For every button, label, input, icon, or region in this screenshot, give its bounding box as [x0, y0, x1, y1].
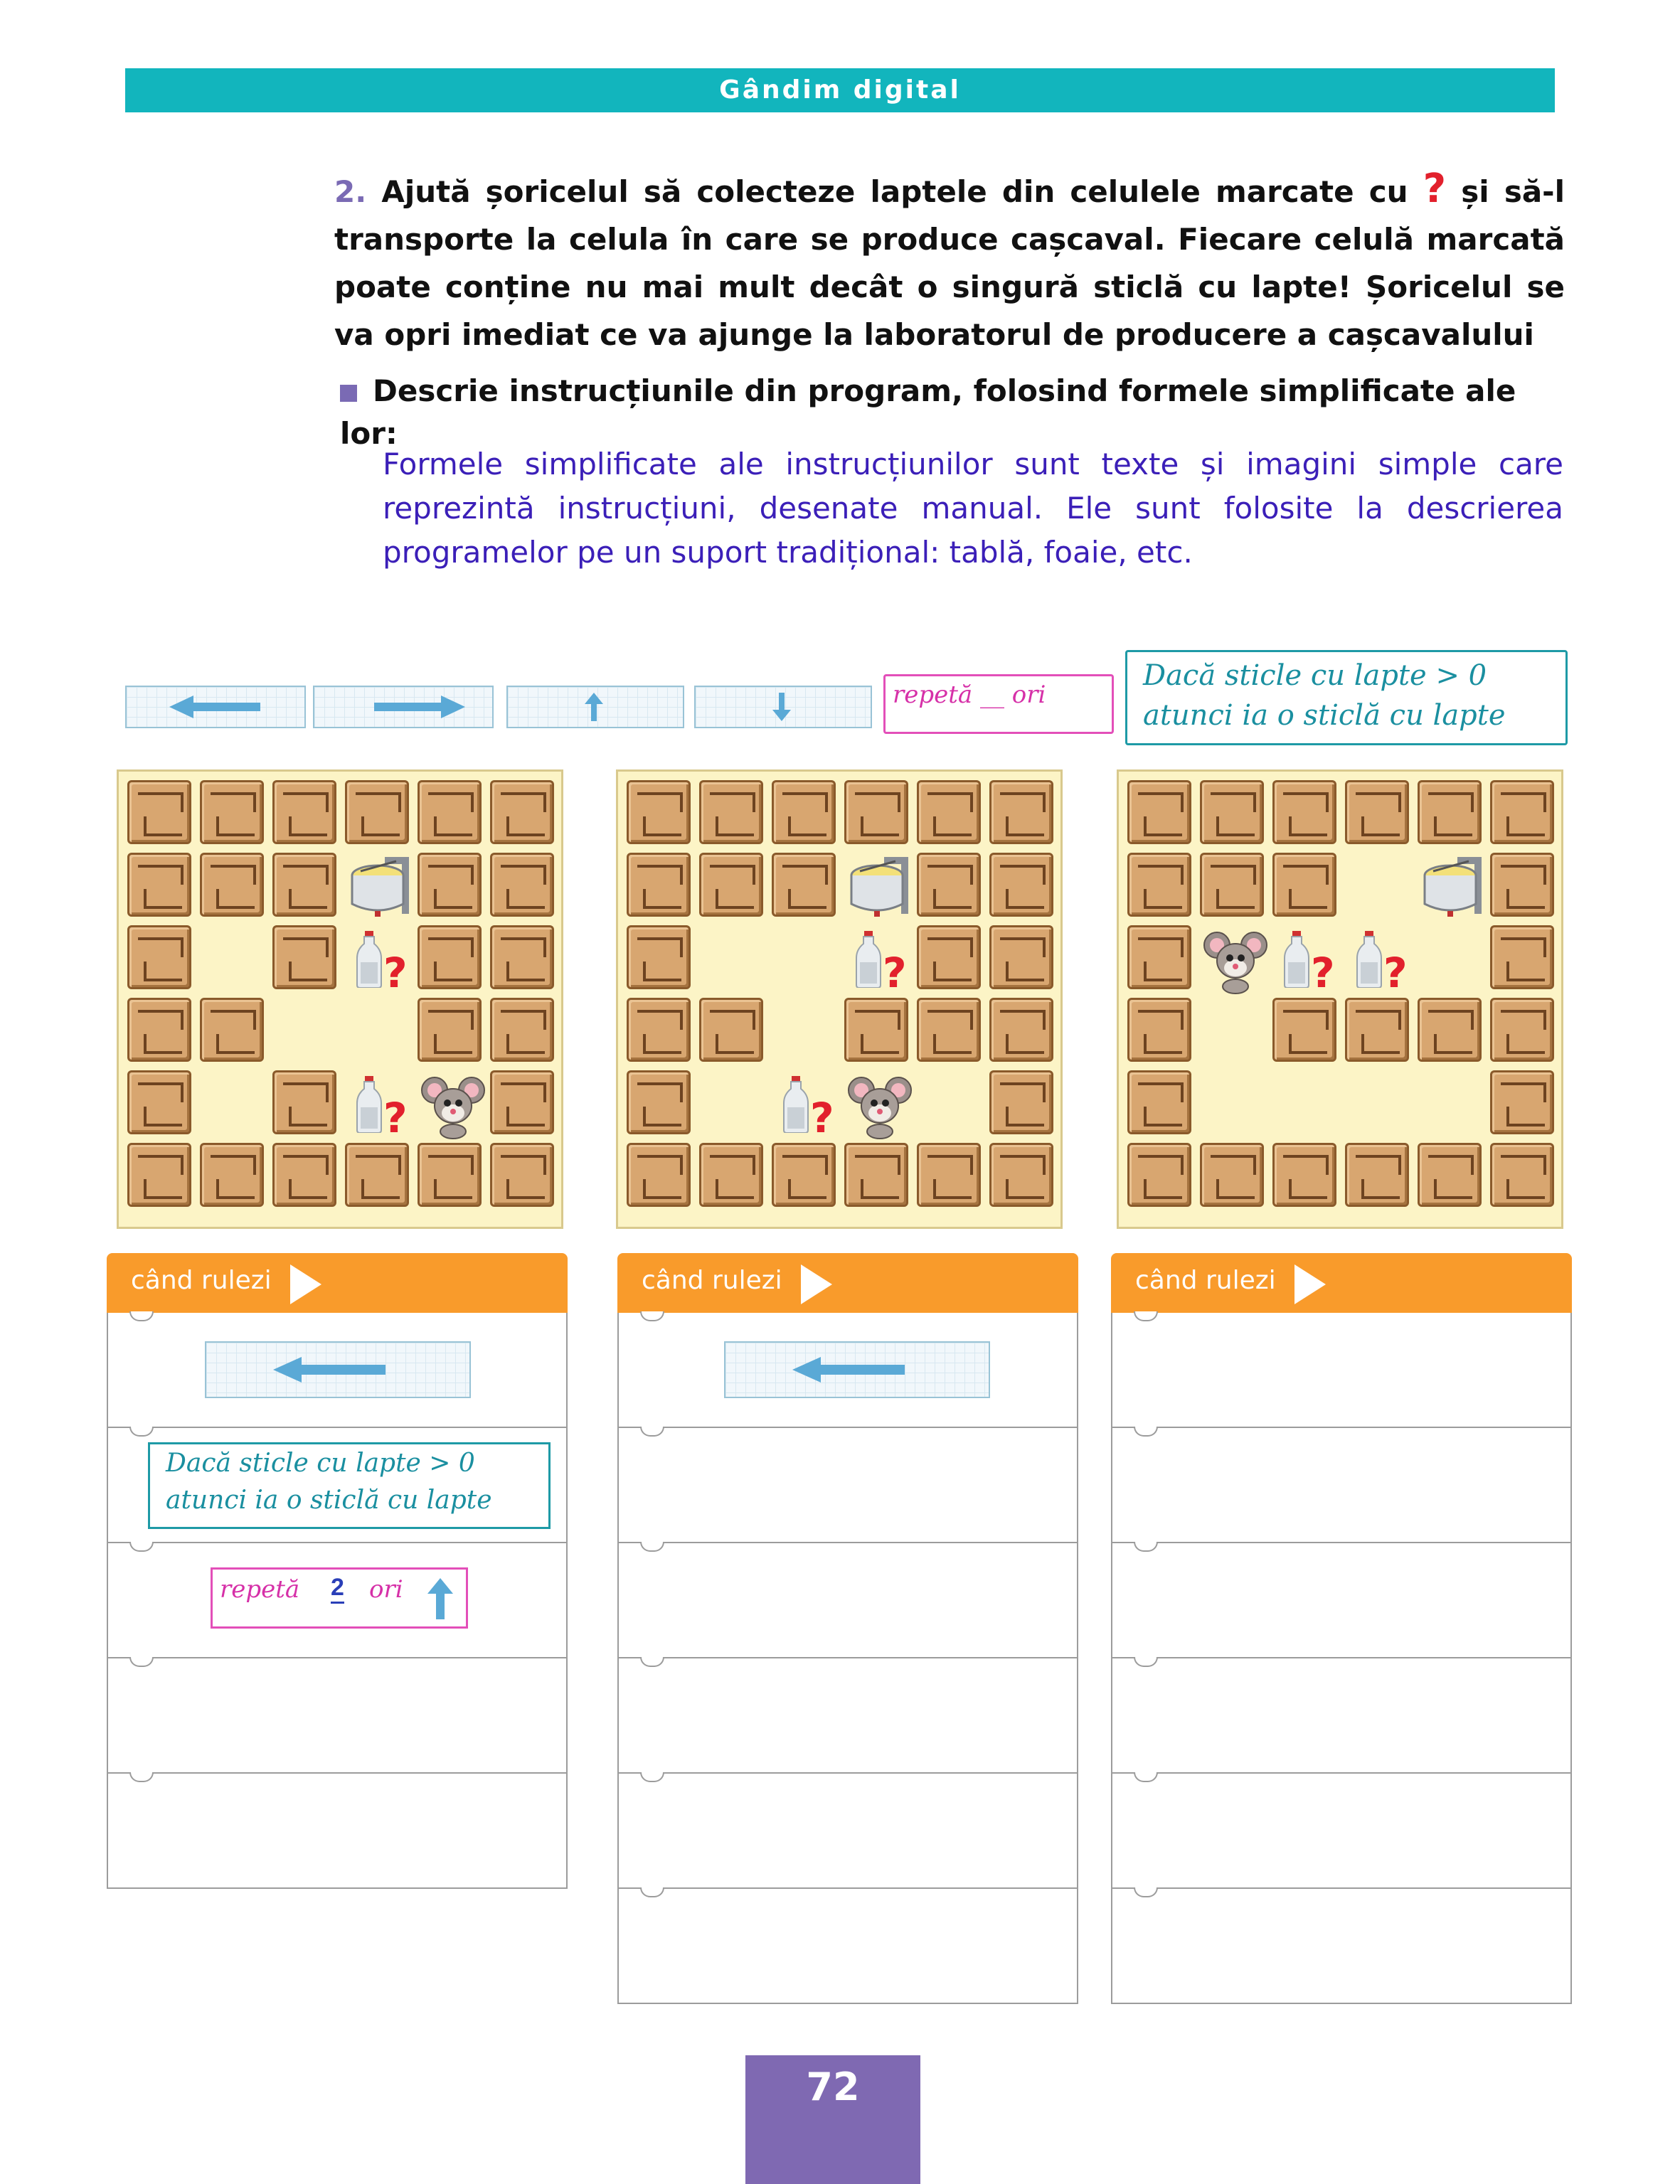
wall-tile — [699, 780, 763, 844]
arrow-left-icon — [169, 694, 262, 720]
program-header-label: când rulezi — [1135, 1266, 1276, 1295]
wall-tile — [627, 780, 691, 844]
info-text: Formele simplificate ale instrucțiunilor sunt texte și imagini simple care reprezintă instrucțiuni, desenate manual. Ele sunt folosite la descrierea programelor pe un suport tradițional: tablă, foaie, etc. — [383, 447, 1563, 570]
wall-tile — [1490, 780, 1554, 844]
program-column-3 — [1111, 1253, 1572, 2004]
wall-tile — [844, 780, 908, 844]
program-slot[interactable] — [1111, 1774, 1572, 1889]
wall-tile — [345, 780, 409, 844]
wall-tile — [200, 1143, 264, 1207]
wall-tile — [1200, 1143, 1264, 1207]
wall-tile — [699, 1143, 763, 1207]
task-number: 2. — [334, 174, 367, 209]
wall-tile — [917, 1143, 981, 1207]
wall-tile — [490, 998, 554, 1062]
wall-tile — [1490, 925, 1554, 989]
mouse — [419, 1072, 487, 1144]
program-slot[interactable] — [107, 1428, 568, 1543]
program-column-2 — [617, 1253, 1078, 2004]
program-header-1[interactable] — [107, 1253, 568, 1313]
cheese-pot-icon — [1419, 851, 1487, 922]
question-marker: ? — [1311, 949, 1335, 997]
wall-tile — [490, 1070, 554, 1134]
wall-tile — [989, 853, 1053, 917]
question-marker: ? — [1383, 949, 1408, 997]
palette-repeat-card[interactable] — [883, 674, 1114, 734]
program-slot[interactable] — [107, 1658, 568, 1774]
mouse — [1201, 927, 1270, 998]
wall-tile — [418, 1143, 482, 1207]
mouse-icon — [846, 1072, 914, 1140]
play-icon — [801, 1264, 832, 1304]
arrow-down-icon — [771, 693, 792, 723]
mouse — [846, 1072, 914, 1144]
wall-tile — [772, 780, 836, 844]
program-slot[interactable] — [107, 1543, 568, 1658]
if-line1: Dacă sticle cu lapte > 0 — [166, 1449, 475, 1478]
slot-left-card[interactable] — [205, 1341, 471, 1398]
wall-tile — [490, 853, 554, 917]
wall-tile — [1127, 1070, 1191, 1134]
wall-tile — [127, 780, 191, 844]
wall-tile — [1490, 998, 1554, 1062]
program-slot[interactable] — [1111, 1889, 1572, 2004]
wall-tile — [1127, 998, 1191, 1062]
question-marker: ? — [383, 1094, 408, 1142]
bullet-text: Descrie instrucțiunile din program, folosind formele simplificate ale lor: — [340, 373, 1516, 451]
milk-bottle-icon — [854, 931, 883, 988]
wall-tile — [272, 853, 336, 917]
repeat-suffix: ori — [369, 1575, 403, 1604]
wall-tile — [989, 998, 1053, 1062]
task-text — [334, 165, 1565, 358]
arrow-right-icon — [374, 694, 467, 720]
wall-tile — [917, 853, 981, 917]
wall-tile — [627, 998, 691, 1062]
mouse-icon — [1201, 927, 1270, 995]
arrow-up-icon — [583, 693, 605, 723]
wall-tile — [272, 780, 336, 844]
wall-tile — [699, 998, 763, 1062]
arrow-left-icon — [273, 1355, 387, 1384]
wall-tile — [345, 1143, 409, 1207]
program-slot[interactable] — [107, 1774, 568, 1889]
wall-tile — [490, 925, 554, 989]
program-slot[interactable] — [1111, 1428, 1572, 1543]
wall-tile — [1490, 1143, 1554, 1207]
wall-tile — [989, 925, 1053, 989]
program-slot[interactable] — [617, 1774, 1078, 1889]
wall-tile — [127, 853, 191, 917]
palette-down-card[interactable] — [694, 686, 872, 728]
wall-tile — [272, 1070, 336, 1134]
repeat-count: 2 — [331, 1574, 344, 1604]
program-header-label: când rulezi — [131, 1266, 272, 1295]
wall-tile — [1200, 780, 1264, 844]
cheese-lab — [1419, 851, 1487, 926]
wall-tile — [1272, 1143, 1336, 1207]
palette-right-card[interactable] — [313, 686, 494, 728]
wall-tile — [127, 1143, 191, 1207]
wall-tile — [627, 925, 691, 989]
cheese-pot-icon — [846, 851, 914, 922]
wall-tile — [1272, 998, 1336, 1062]
program-slot[interactable] — [617, 1428, 1078, 1543]
page-number-box — [745, 2055, 920, 2184]
level-grid-1 — [117, 769, 563, 1229]
wall-tile — [127, 1070, 191, 1134]
wall-tile — [1272, 853, 1336, 917]
wall-tile — [772, 853, 836, 917]
slot-repeat-card[interactable] — [211, 1567, 468, 1629]
task-text-part2: și să-l transporte la celula în care se produce cașcaval. Fiecare celulă marcată poate conține nu mai mult decât o singură sticlă cu lapte! Șoricelul se va opri imediat ce va ajunge la laboratorul de producere a cașcavalului — [334, 174, 1565, 352]
wall-tile — [917, 780, 981, 844]
program-slot[interactable] — [107, 1313, 568, 1428]
question-marker: ? — [883, 949, 907, 997]
wall-tile — [1127, 853, 1191, 917]
milk-bottle-icon — [782, 1076, 810, 1133]
wall-tile — [200, 853, 264, 917]
level-grid-3 — [1117, 769, 1563, 1229]
if-line2: atunci ia o sticlă cu lapte — [1143, 699, 1506, 732]
milk-bottle-icon — [1282, 931, 1311, 988]
wall-tile — [1418, 998, 1482, 1062]
program-slot[interactable] — [617, 1658, 1078, 1774]
wall-tile — [418, 780, 482, 844]
if-line1: Dacă sticle cu lapte > 0 — [1143, 659, 1487, 692]
wall-tile — [844, 998, 908, 1062]
cheese-lab — [846, 851, 914, 926]
wall-tile — [917, 925, 981, 989]
play-icon — [1294, 1264, 1326, 1304]
wall-tile — [1418, 780, 1482, 844]
wall-tile — [1127, 1143, 1191, 1207]
wall-tile — [418, 998, 482, 1062]
header-title: Gândim digital — [719, 75, 961, 105]
play-icon — [290, 1264, 321, 1304]
wall-tile — [772, 1143, 836, 1207]
program-slot[interactable] — [1111, 1313, 1572, 1428]
milk-bottle-icon — [355, 1076, 383, 1133]
question-marker: ? — [1423, 166, 1447, 212]
page-number: 72 — [806, 2065, 860, 2109]
arrow-left-icon — [792, 1355, 906, 1384]
wall-tile — [200, 780, 264, 844]
milk-bottle-icon — [355, 931, 383, 988]
milk-bottle-icon — [1355, 931, 1383, 988]
wall-tile — [418, 925, 482, 989]
task-text-part1: Ajută șoricelul să colecteze laptele din celulele marcate cu — [381, 174, 1408, 209]
wall-tile — [1418, 1143, 1482, 1207]
wall-tile — [490, 1143, 554, 1207]
program-header-2[interactable] — [617, 1253, 1078, 1313]
program-slot[interactable] — [1111, 1543, 1572, 1658]
wall-tile — [989, 780, 1053, 844]
bullet-square-icon — [340, 385, 357, 402]
wall-tile — [1272, 780, 1336, 844]
wall-tile — [1490, 1070, 1554, 1134]
repeat-prefix: repetă — [220, 1575, 300, 1604]
program-header-label: când rulezi — [642, 1266, 782, 1295]
wall-tile — [490, 780, 554, 844]
program-slot[interactable] — [1111, 1658, 1572, 1774]
wall-tile — [1490, 853, 1554, 917]
palette-up-card[interactable] — [506, 686, 684, 728]
slot-left-card[interactable] — [724, 1341, 990, 1398]
wall-tile — [699, 853, 763, 917]
if-line2: atunci ia o sticlă cu lapte — [166, 1486, 492, 1515]
wall-tile — [627, 1070, 691, 1134]
cheese-lab — [346, 851, 415, 926]
cheese-pot-icon — [346, 851, 415, 922]
header-band — [125, 68, 1555, 112]
wall-tile — [627, 1143, 691, 1207]
wall-tile — [272, 1143, 336, 1207]
palette-left-card[interactable] — [125, 686, 306, 728]
wall-tile — [627, 853, 691, 917]
wall-tile — [1127, 925, 1191, 989]
wall-tile — [418, 853, 482, 917]
question-marker: ? — [810, 1094, 834, 1142]
wall-tile — [989, 1070, 1053, 1134]
program-slot[interactable] — [617, 1543, 1078, 1658]
palette-if-card[interactable] — [1125, 650, 1568, 745]
wall-tile — [1345, 780, 1409, 844]
wall-tile — [917, 998, 981, 1062]
repeat-label: repetă __ ori — [893, 681, 1046, 709]
wall-tile — [1345, 998, 1409, 1062]
program-slot[interactable] — [617, 1313, 1078, 1428]
wall-tile — [989, 1143, 1053, 1207]
wall-tile — [200, 998, 264, 1062]
slot-if-card[interactable] — [148, 1442, 551, 1529]
wall-tile — [272, 925, 336, 989]
wall-tile — [844, 1143, 908, 1207]
wall-tile — [127, 925, 191, 989]
program-column-1 — [107, 1253, 568, 1889]
wall-tile — [1345, 1143, 1409, 1207]
wall-tile — [1127, 780, 1191, 844]
wall-tile — [1200, 853, 1264, 917]
mouse-icon — [419, 1072, 487, 1140]
arrow-up-icon — [426, 1578, 454, 1621]
wall-tile — [127, 998, 191, 1062]
question-marker: ? — [383, 949, 408, 997]
program-header-3[interactable] — [1111, 1253, 1572, 1313]
program-slot[interactable] — [617, 1889, 1078, 2004]
level-grid-2 — [616, 769, 1063, 1229]
